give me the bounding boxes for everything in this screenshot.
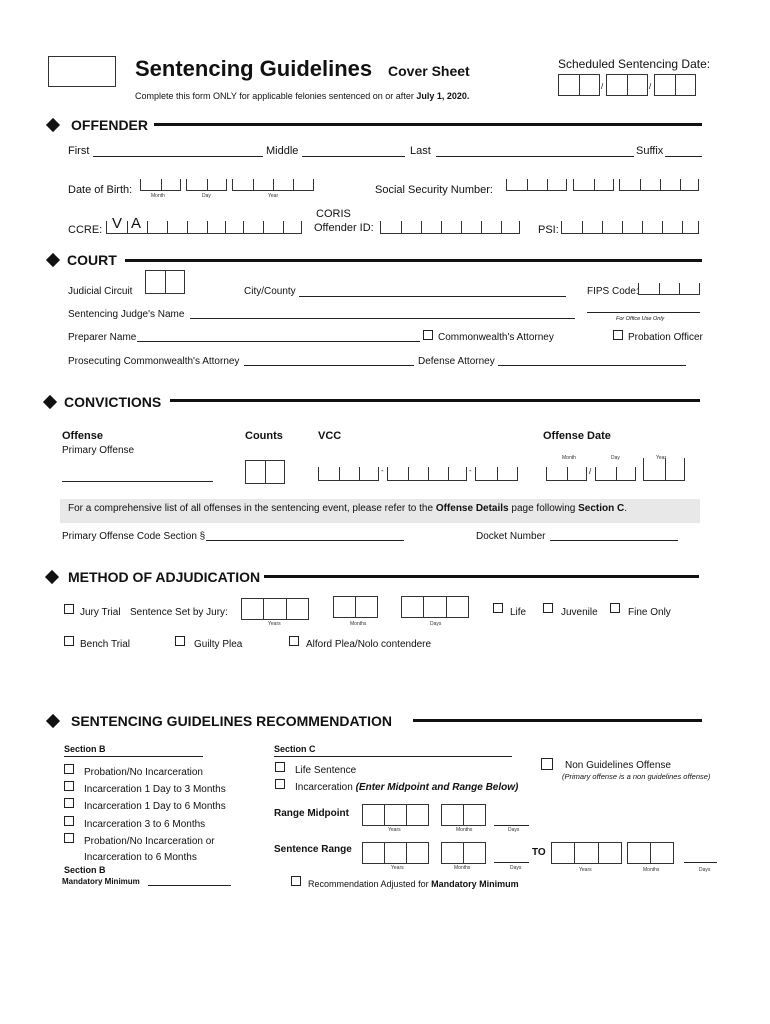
psi-label: PSI: <box>538 224 559 236</box>
judicial-circuit-label: Judicial Circuit <box>68 286 133 297</box>
mandatory-minimum-field[interactable] <box>148 885 231 886</box>
dob-day-caption: Day <box>202 193 211 199</box>
coris-label: CORIS <box>316 208 351 220</box>
midpoint-days-caption: Days <box>508 827 520 833</box>
ccre-field[interactable] <box>106 221 302 234</box>
section-rule <box>413 719 702 722</box>
diamond-icon <box>45 570 59 584</box>
offense-month-field[interactable] <box>546 467 587 481</box>
office-use-field[interactable] <box>587 312 700 313</box>
section-b-option-label-cont: Incarceration to 6 Months <box>84 852 197 863</box>
diamond-icon <box>46 118 60 132</box>
coris-label-2: Offender ID: <box>314 222 374 234</box>
range-to-label: TO <box>532 847 546 858</box>
ccre-label: CCRE: <box>68 224 103 236</box>
range-from-months-caption: Months <box>454 865 471 871</box>
vcc-part2-field[interactable] <box>387 467 467 481</box>
jury-days-field[interactable] <box>401 596 469 618</box>
code-section-label: Primary Offense Code Section § <box>62 531 206 542</box>
range-from-days-field[interactable] <box>494 862 529 863</box>
jury-years-field[interactable] <box>241 598 309 620</box>
note-text: For a comprehensive list of all offenses in the sentencing event, please refer to the <box>68 503 436 514</box>
section-c-label: Section C <box>274 744 316 754</box>
court-heading: COURT <box>67 252 117 268</box>
instructions <box>135 91 469 101</box>
mandatory-minimum-label: Mandatory Minimum <box>62 877 140 886</box>
docket-field[interactable] <box>550 540 678 541</box>
last-name-label: Last <box>410 145 431 157</box>
midpoint-months-field[interactable] <box>441 804 486 826</box>
offense-year-caption: Year <box>656 455 667 461</box>
section-b-option-label: Probation/No Incarceration <box>84 767 203 778</box>
scheduled-year-field[interactable] <box>654 74 696 96</box>
adjusted-mandatory-minimum-checkbox[interactable] <box>291 876 301 886</box>
ccre-v: V <box>112 215 123 232</box>
middle-name-field[interactable] <box>302 156 405 157</box>
section-b-option-checkbox[interactable] <box>64 764 74 774</box>
vcc-part3-field[interactable] <box>475 467 518 481</box>
office-use-caption: For Office Use Only <box>616 316 665 322</box>
midpoint-days-field[interactable] <box>494 825 529 826</box>
date-slash: / <box>649 82 652 91</box>
scheduled-date-label: Scheduled Sentencing Date: <box>558 57 711 71</box>
life-sentence-checkbox[interactable] <box>275 762 285 772</box>
section-rule <box>170 399 700 402</box>
dob-label: Date of Birth: <box>68 184 133 196</box>
life-checkbox[interactable] <box>493 603 503 613</box>
midpoint-years-caption: Years <box>388 827 401 833</box>
jury-trial-label: Jury Trial <box>80 607 121 618</box>
jury-days-caption: Days <box>430 621 442 627</box>
section-b-option-checkbox[interactable] <box>64 781 74 791</box>
docket-label: Docket Number <box>476 531 546 542</box>
section-rule <box>154 123 702 126</box>
vcc-dash: - <box>381 466 384 475</box>
defense-field[interactable] <box>498 365 686 366</box>
section-b-rule <box>64 756 203 757</box>
probation-officer-checkbox[interactable] <box>613 330 623 340</box>
last-name-field[interactable] <box>436 156 634 157</box>
range-from-days-caption: Days <box>510 865 522 871</box>
form-title: Sentencing Guidelines <box>135 56 373 81</box>
incarceration-label <box>295 782 518 793</box>
bench-trial-label: Bench Trial <box>80 639 131 650</box>
juvenile-label: Juvenile <box>561 607 598 618</box>
offense-day-field[interactable] <box>595 467 636 481</box>
counts-col-label: Counts <box>245 430 283 442</box>
suffix-label: Suffix <box>636 145 664 157</box>
section-b-label: Section B <box>64 744 106 754</box>
note-text-mid: page following <box>508 503 579 514</box>
dob-month-field[interactable] <box>140 179 181 191</box>
code-section-field[interactable] <box>206 540 404 541</box>
date-slash: / <box>589 467 592 476</box>
suffix-field[interactable] <box>665 156 702 157</box>
ssn-part1-field[interactable] <box>506 179 567 191</box>
juvenile-checkbox[interactable] <box>543 603 553 613</box>
section-b-option-checkbox[interactable] <box>64 833 74 843</box>
range-from-months-field[interactable] <box>441 842 486 864</box>
preparer-label: Preparer Name <box>68 332 137 343</box>
diamond-icon <box>43 395 57 409</box>
offense-year-field[interactable] <box>643 458 685 481</box>
incarceration-text: Incarceration <box>295 782 356 793</box>
prosecuting-field[interactable] <box>244 365 414 366</box>
section-rule <box>125 259 702 262</box>
judicial-circuit-field[interactable] <box>145 270 185 294</box>
primary-offense-field[interactable] <box>62 481 213 482</box>
date-slash: / <box>601 82 604 91</box>
instructions-text: Complete this form ONLY for applicable felonies sentenced on or after <box>135 91 417 101</box>
diamond-icon <box>46 253 60 267</box>
offense-day-caption: Day <box>611 455 620 461</box>
range-to-months-field[interactable] <box>627 842 674 864</box>
scheduled-day-field[interactable] <box>606 74 648 96</box>
range-from-years-caption: Years <box>391 865 404 871</box>
sentence-range-label: Sentence Range <box>274 844 352 855</box>
recommendation-heading: SENTENCING GUIDELINES RECOMMENDATION <box>71 713 392 729</box>
section-b-option-label: Incarceration 3 to 6 Months <box>84 819 206 830</box>
range-to-days-field[interactable] <box>684 862 717 863</box>
range-to-days-caption: Days <box>699 867 711 873</box>
jury-months-caption: Months <box>350 621 367 627</box>
diamond-icon <box>46 714 60 728</box>
section-b-mm-label: Section B <box>64 865 106 875</box>
life-sentence-label: Life Sentence <box>295 765 357 776</box>
section-b-option-label: Incarceration 1 Day to 6 Months <box>84 801 226 812</box>
section-b-option-checkbox[interactable] <box>64 816 74 826</box>
office-box[interactable] <box>48 56 116 87</box>
offender-heading: OFFENDER <box>71 117 148 133</box>
ssn-part2-field[interactable] <box>573 179 614 191</box>
midpoint-years-field[interactable] <box>362 804 429 826</box>
first-name-label: First <box>68 145 90 157</box>
dob-year-caption: Year <box>268 193 279 199</box>
vcc-part1-field[interactable] <box>318 467 379 481</box>
set-by-jury-label: Sentence Set by Jury: <box>130 607 228 618</box>
alford-plea-label: Alford Plea/Nolo contendere <box>306 639 432 650</box>
fips-field[interactable] <box>638 283 700 295</box>
middle-name-label: Middle <box>266 145 299 157</box>
guilty-plea-label: Guilty Plea <box>194 639 243 650</box>
section-b-option-label: Probation/No Incarceration or <box>84 836 215 847</box>
judge-field[interactable] <box>190 318 575 319</box>
ccre-a: A <box>131 215 142 232</box>
fine-only-label: Fine Only <box>628 607 671 618</box>
adjusted-text: Recommendation Adjusted for <box>308 879 432 889</box>
commonwealth-attorney-checkbox[interactable] <box>423 330 433 340</box>
adjusted-label <box>308 879 519 889</box>
section-rule <box>264 575 699 578</box>
ssn-part3-field[interactable] <box>619 179 699 191</box>
vcc-col-label: VCC <box>318 430 342 442</box>
non-guidelines-label: Non Guidelines Offense <box>565 760 671 771</box>
commonwealth-attorney-label: Commonwealth's Attorney <box>438 332 554 343</box>
section-b-option-checkbox[interactable] <box>64 798 74 808</box>
midpoint-months-caption: Months <box>456 827 473 833</box>
adjudication-heading: METHOD OF ADJUDICATION <box>68 569 261 585</box>
preparer-field[interactable] <box>137 341 420 342</box>
range-from-years-field[interactable] <box>362 842 429 864</box>
city-county-field[interactable] <box>299 296 566 297</box>
fine-only-checkbox[interactable] <box>610 603 620 613</box>
first-name-field[interactable] <box>93 156 263 157</box>
note-section-c: Section C <box>578 503 625 514</box>
jury-trial-checkbox[interactable] <box>64 604 74 614</box>
range-to-years-field[interactable] <box>551 842 622 864</box>
note-offense-details: Offense Details <box>435 503 509 514</box>
offense-col-label: Offense <box>62 430 103 442</box>
psi-field[interactable] <box>561 221 699 234</box>
instructions-date: July 1, 2020. <box>416 91 470 101</box>
form-subtitle: Cover Sheet <box>388 63 470 79</box>
dob-month-caption: Month <box>151 193 165 199</box>
offense-month-caption: Month <box>562 455 576 461</box>
defense-label: Defense Attorney <box>418 356 495 367</box>
jury-years-caption: Years <box>268 621 281 627</box>
vcc-dash: - <box>469 466 472 475</box>
range-to-months-caption: Months <box>643 867 660 873</box>
prosecuting-label: Prosecuting Commonwealth's Attorney <box>68 356 240 367</box>
alford-plea-checkbox[interactable] <box>289 636 299 646</box>
adjusted-bold: Mandatory Minimum <box>431 879 519 889</box>
bench-trial-checkbox[interactable] <box>64 636 74 646</box>
range-to-years-caption: Years <box>579 867 592 873</box>
ssn-label: Social Security Number: <box>375 184 493 196</box>
section-b-option-label: Incarceration 1 Day to 3 Months <box>84 784 226 795</box>
incarceration-checkbox[interactable] <box>275 779 285 789</box>
dob-year-field[interactable] <box>232 179 314 191</box>
non-guidelines-note: (Primary offense is a non guidelines offense) <box>562 772 711 781</box>
counts-field[interactable] <box>245 460 285 484</box>
offense-details-note <box>60 499 700 523</box>
scheduled-month-field[interactable] <box>558 74 600 96</box>
city-county-label: City/County <box>244 286 296 297</box>
probation-officer-label: Probation Officer <box>628 332 703 343</box>
coris-field[interactable] <box>380 221 520 234</box>
jury-months-field[interactable] <box>333 596 378 618</box>
range-midpoint-label: Range Midpoint <box>274 808 349 819</box>
incarceration-note: (Enter Midpoint and Range Below) <box>355 782 519 793</box>
offense-date-col-label: Offense Date <box>543 430 611 442</box>
non-guidelines-checkbox[interactable] <box>541 758 553 770</box>
primary-offense-label: Primary Offense <box>62 445 135 456</box>
section-c-rule <box>274 756 512 757</box>
convictions-heading: CONVICTIONS <box>64 394 162 410</box>
fips-label: FIPS Code: <box>587 286 639 297</box>
note-end: . <box>624 503 628 514</box>
judge-label: Sentencing Judge's Name <box>68 309 185 320</box>
life-label: Life <box>510 607 527 618</box>
guilty-plea-checkbox[interactable] <box>175 636 185 646</box>
dob-day-field[interactable] <box>186 179 227 191</box>
